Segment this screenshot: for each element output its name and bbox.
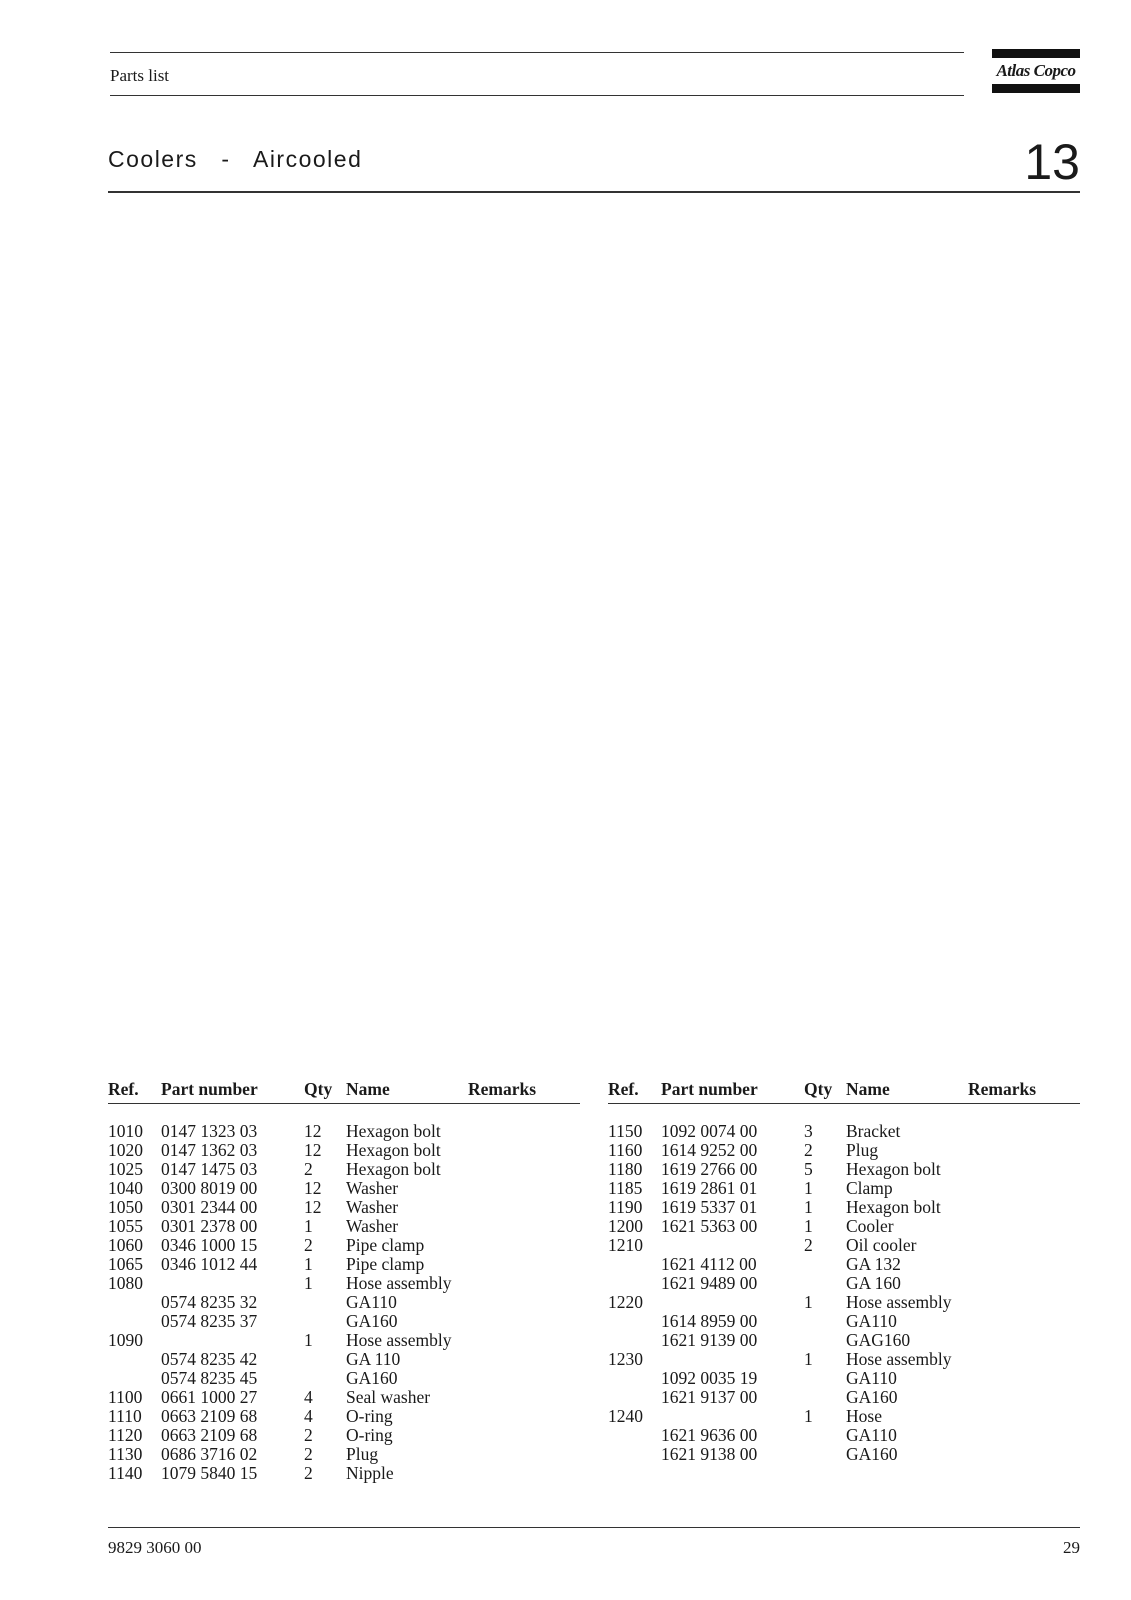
cell-qty: 1	[804, 1216, 813, 1236]
cell-name: Plug	[846, 1140, 879, 1160]
cell-name: Clamp	[846, 1178, 893, 1198]
col-remarks-header: Remarks	[968, 1079, 1037, 1099]
cell-ref: 1020	[108, 1140, 143, 1160]
cell-qty: 1	[304, 1216, 313, 1236]
cell-part-number: 0686 3716 02	[161, 1444, 258, 1464]
cell-part-number: 1614 9252 00	[661, 1140, 758, 1160]
logo-text: Atlas Copco	[996, 61, 1076, 80]
cell-qty: 1	[804, 1178, 813, 1198]
parts-table-left	[108, 1079, 580, 1483]
cell-qty: 2	[304, 1425, 313, 1445]
cell-name: Pipe clamp	[346, 1254, 425, 1274]
cell-qty: 1	[304, 1273, 313, 1293]
cell-name: Oil cooler	[846, 1235, 917, 1255]
cell-qty: 4	[304, 1387, 313, 1407]
cell-name: GA 132	[846, 1254, 901, 1274]
parts-table-right	[608, 1079, 1080, 1464]
table-header-rule	[608, 1103, 1080, 1104]
cell-qty: 1	[804, 1292, 813, 1312]
cell-part-number: 1621 9636 00	[661, 1425, 758, 1445]
cell-name: Bracket	[846, 1121, 901, 1141]
cell-part-number: 1621 5363 00	[661, 1216, 758, 1236]
cell-part-number: 1619 2766 00	[661, 1159, 758, 1179]
cell-qty: 5	[804, 1159, 813, 1179]
cell-qty: 1	[804, 1197, 813, 1217]
cell-part-number: 0147 1323 03	[161, 1121, 258, 1141]
header-top-rule	[110, 52, 964, 53]
cell-ref: 1090	[108, 1330, 143, 1350]
cell-name: Hose	[846, 1406, 882, 1426]
cell-part-number: 1621 9489 00	[661, 1273, 758, 1293]
cell-name: GA110	[846, 1368, 897, 1388]
cell-ref: 1025	[108, 1159, 143, 1179]
cell-part-number: 0574 8235 32	[161, 1292, 258, 1312]
cell-name: Hexagon bolt	[846, 1197, 941, 1217]
section-rule	[108, 191, 1080, 193]
cell-name: GA110	[346, 1292, 397, 1312]
cell-name: Washer	[346, 1216, 399, 1236]
logo-bottom-bar	[992, 84, 1080, 93]
cell-qty: 2	[304, 1159, 313, 1179]
cell-name: Plug	[346, 1444, 379, 1464]
cell-part-number: 1619 2861 01	[661, 1178, 758, 1198]
header-bottom-rule	[110, 95, 964, 96]
cell-part-number: 0663 2109 68	[161, 1406, 258, 1426]
cell-qty: 2	[804, 1235, 813, 1255]
cell-ref: 1060	[108, 1235, 143, 1255]
cell-name: GA110	[846, 1425, 897, 1445]
cell-qty: 12	[304, 1121, 322, 1141]
cell-name: Hose assembly	[846, 1292, 952, 1312]
cell-part-number: 0574 8235 42	[161, 1349, 258, 1369]
cell-qty: 3	[804, 1121, 813, 1141]
cell-ref: 1140	[108, 1463, 143, 1483]
cell-ref: 1230	[608, 1349, 643, 1369]
cell-part-number: 0574 8235 45	[161, 1368, 258, 1388]
cell-part-number: 0663 2109 68	[161, 1425, 258, 1445]
cell-part-number: 1621 9139 00	[661, 1330, 758, 1350]
logo-top-bar	[992, 49, 1080, 58]
cell-name: Hose assembly	[346, 1273, 452, 1293]
cell-qty: 2	[804, 1140, 813, 1160]
cell-ref: 1200	[608, 1216, 643, 1236]
cell-qty: 1	[804, 1349, 813, 1369]
cell-part-number: 0300 8019 00	[161, 1178, 258, 1198]
cell-qty: 1	[804, 1406, 813, 1426]
cell-part-number: 0346 1000 15	[161, 1235, 258, 1255]
cell-name: Washer	[346, 1178, 399, 1198]
cell-name: GA160	[846, 1444, 898, 1464]
cell-qty: 2	[304, 1235, 313, 1255]
cell-ref: 1055	[108, 1216, 143, 1236]
cell-ref: 1220	[608, 1292, 643, 1312]
cell-ref: 1240	[608, 1406, 643, 1426]
cell-name: GA110	[846, 1311, 897, 1331]
cell-ref: 1180	[608, 1159, 643, 1179]
col-name-header: Name	[846, 1079, 890, 1099]
cell-part-number: 0346 1012 44	[161, 1254, 258, 1274]
cell-name: Hose assembly	[846, 1349, 952, 1369]
cell-qty: 4	[304, 1406, 313, 1426]
cell-ref: 1160	[608, 1140, 643, 1160]
cell-qty: 12	[304, 1178, 322, 1198]
cell-name: Hexagon bolt	[346, 1159, 441, 1179]
col-part-header: Part number	[161, 1079, 258, 1099]
section-number: 13	[1024, 134, 1080, 190]
cell-part-number: 1092 0035 19	[661, 1368, 758, 1388]
cell-name: GAG160	[846, 1330, 911, 1350]
cell-name: Seal washer	[346, 1387, 431, 1407]
cell-part-number: 1079 5840 15	[161, 1463, 258, 1483]
cell-name: Nipple	[346, 1463, 394, 1483]
cell-ref: 1210	[608, 1235, 643, 1255]
cell-ref: 1010	[108, 1121, 143, 1141]
cell-part-number: 1621 4112 00	[661, 1254, 757, 1274]
table-header-rule	[108, 1103, 580, 1104]
col-name-header: Name	[346, 1079, 390, 1099]
cell-part-number: 1621 9138 00	[661, 1444, 758, 1464]
cell-name: GA160	[846, 1387, 898, 1407]
cell-ref: 1120	[108, 1425, 143, 1445]
cell-ref: 1150	[608, 1121, 643, 1141]
cell-name: O-ring	[346, 1425, 393, 1445]
cell-name: GA160	[346, 1311, 398, 1331]
table-header	[608, 1079, 1080, 1101]
cell-ref: 1185	[608, 1178, 643, 1198]
cell-qty: 1	[304, 1330, 313, 1350]
cell-qty: 12	[304, 1197, 322, 1217]
cell-qty: 2	[304, 1444, 313, 1464]
cell-part-number: 0661 1000 27	[161, 1387, 258, 1407]
cell-ref: 1190	[608, 1197, 643, 1217]
cell-ref: 1050	[108, 1197, 143, 1217]
cell-name: Hexagon bolt	[846, 1159, 941, 1179]
col-remarks-header: Remarks	[468, 1079, 537, 1099]
cell-name: Hexagon bolt	[346, 1140, 441, 1160]
cell-name: O-ring	[346, 1406, 393, 1426]
col-ref-header: Ref.	[108, 1079, 139, 1099]
cell-name: Pipe clamp	[346, 1235, 425, 1255]
cell-ref: 1130	[108, 1444, 143, 1464]
cell-ref: 1100	[108, 1387, 143, 1407]
col-qty-header: Qty	[804, 1079, 833, 1099]
cell-part-number: 0147 1475 03	[161, 1159, 258, 1179]
cell-part-number: 1619 5337 01	[661, 1197, 758, 1217]
col-ref-header: Ref.	[608, 1079, 639, 1099]
cell-ref: 1110	[108, 1406, 142, 1426]
col-part-header: Part number	[661, 1079, 758, 1099]
cell-qty: 2	[304, 1463, 313, 1483]
cell-ref: 1080	[108, 1273, 143, 1293]
cell-name: Washer	[346, 1197, 399, 1217]
cell-part-number: 0301 2378 00	[161, 1216, 258, 1236]
cell-part-number: 1092 0074 00	[661, 1121, 758, 1141]
cell-name: GA 110	[346, 1349, 401, 1369]
cell-part-number: 0301 2344 00	[161, 1197, 258, 1217]
cell-ref: 1065	[108, 1254, 143, 1274]
cell-part-number: 0147 1362 03	[161, 1140, 258, 1160]
cell-name: Hose assembly	[346, 1330, 452, 1350]
col-qty-header: Qty	[304, 1079, 333, 1099]
cell-ref: 1040	[108, 1178, 143, 1198]
cell-name: Hexagon bolt	[346, 1121, 441, 1141]
header-label: Parts list	[110, 66, 170, 85]
cell-part-number: 1614 8959 00	[661, 1311, 758, 1331]
cell-name: GA 160	[846, 1273, 901, 1293]
cell-name: Cooler	[846, 1216, 894, 1236]
footer-rule	[108, 1527, 1080, 1528]
cell-part-number: 0574 8235 37	[161, 1311, 258, 1331]
document-number: 9829 3060 00	[108, 1538, 202, 1557]
section-title: Coolers - Aircooled	[108, 146, 363, 172]
brand-logo	[992, 49, 1080, 93]
cell-qty: 1	[304, 1254, 313, 1274]
cell-qty: 12	[304, 1140, 322, 1160]
cell-name: GA160	[346, 1368, 398, 1388]
cell-part-number: 1621 9137 00	[661, 1387, 758, 1407]
table-header	[108, 1079, 580, 1101]
page-number: 29	[1063, 1538, 1080, 1557]
